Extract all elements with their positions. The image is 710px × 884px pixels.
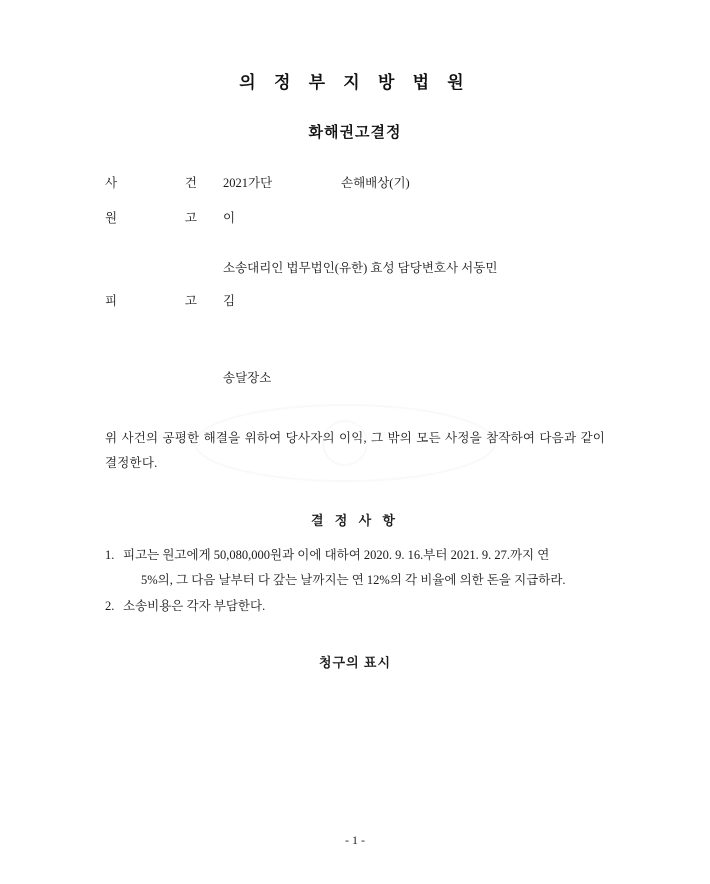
decision-item-text xyxy=(123,594,605,618)
defendant-field-row xyxy=(105,292,605,311)
case-number: 2021가단 xyxy=(223,176,273,190)
plaintiff-field-label xyxy=(105,209,223,228)
defendant-name: 김 xyxy=(223,293,236,308)
case-label-char-1: 사 xyxy=(105,176,118,190)
claim-heading: 청구의 표시 xyxy=(318,655,392,671)
case-field-value xyxy=(223,174,605,193)
case-field-row xyxy=(105,174,605,193)
decision-item-line-1: 피고는 원고에게 50,080,000원과 이에 대하여 2020. 9. 16.부터 2021. 9. 27.까지 연 xyxy=(123,548,550,563)
intro-paragraph: 위 사건의 공평한 해결을 위하여 당사자의 이익, 그 밖의 모든 사정을 참작하여 다음과 같이 결정한다. xyxy=(105,431,605,471)
document-page xyxy=(0,68,710,884)
defendant-label-char-1: 피 xyxy=(105,293,118,308)
case-meta-block xyxy=(105,174,605,386)
case-field-label xyxy=(105,174,223,193)
plaintiff-counsel: 소송대리인 법무법인(유한) 효성 담당변호사 서동민 xyxy=(223,260,498,275)
decision-item-number: 2. xyxy=(105,599,115,613)
case-name: 손해배상(기) xyxy=(341,176,410,190)
list-item xyxy=(105,543,605,592)
decision-item-text xyxy=(123,543,605,592)
delivery-address-label: 송달장소 xyxy=(223,371,272,386)
decision-items-list xyxy=(105,543,605,618)
document-title: 화해권고결정 xyxy=(308,125,402,141)
decision-heading: 결 정 사 항 xyxy=(311,513,399,529)
case-label-char-2: 건 xyxy=(184,176,197,190)
plaintiff-label-char-2: 고 xyxy=(184,210,197,225)
meta-spacer xyxy=(105,244,605,258)
court-title: 의 정 부 지 방 법 원 xyxy=(239,73,471,92)
defendant-label-char-2: 고 xyxy=(184,293,197,308)
plaintiff-name: 이 xyxy=(223,210,236,225)
list-item xyxy=(105,594,605,618)
plaintiff-label-char-1: 원 xyxy=(105,210,118,225)
page-number: - 1 - xyxy=(345,833,365,847)
decision-item-line-1: 소송비용은 각자 부담한다. xyxy=(123,599,266,613)
plaintiff-field-row xyxy=(105,209,605,228)
defendant-field-label xyxy=(105,292,223,311)
decision-item-number: 1. xyxy=(105,548,115,563)
decision-item-line-2: 5%의, 그 다음 날부터 다 갚는 날까지는 연 12%의 각 비율에 의한 돈을 지급하라. xyxy=(141,572,566,587)
